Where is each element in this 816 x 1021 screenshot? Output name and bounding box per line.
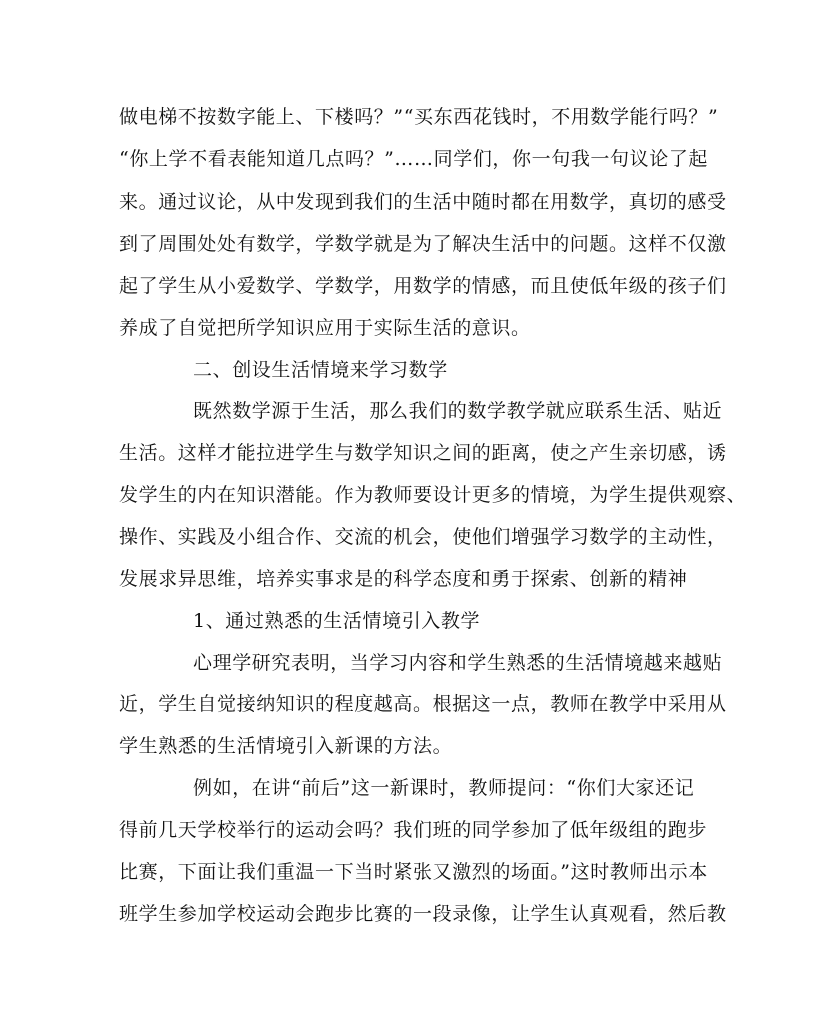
text-line: 比赛，下面让我们重温一下当时紧张又激烈的场面。”这时教师出示本 [119, 861, 708, 883]
text-line: 发学生的内在知识潜能。作为教师要设计更多的情境，为学生提供观察、 [119, 484, 747, 506]
text-line: 起了学生从小爱数学、学数学，用数学的情感，而且使低年级的孩子们 [119, 275, 727, 297]
text-line: 心理学研究表明，当学习内容和学生熟悉的生活情境越来越贴 [193, 652, 723, 674]
text-line: 学生熟悉的生活情境引入新课的方法。 [119, 735, 453, 757]
text-line: 近，学生自觉接纳知识的程度越高。根据这一点，教师在教学中采用从 [119, 693, 727, 715]
text-line: “你上学不看表能知道几点吗？”……同学们，你一句我一句议论了起 [119, 148, 709, 170]
text-line: 发展求异思维，培养实事求是的科学态度和勇于探索、创新的精神 [119, 568, 688, 590]
text-line: 生活。这样才能拉进学生与数学知识之间的距离，使之产生亲切感，诱 [119, 442, 727, 464]
section-heading: 二、创设生活情境来学习数学 [193, 359, 448, 381]
text-line: 得前几天学校举行的运动会吗？我们班的同学参加了低年级组的跑步 [119, 819, 708, 841]
text-line: 操作、实践及小组合作、交流的机会，使他们增强学习数学的主动性， [119, 526, 727, 548]
text-line: 既然数学源于生活，那么我们的数学教学就应联系生活、贴近 [193, 400, 723, 422]
text-line: 到了周围处处有数学，学数学就是为了解决生活中的问题。这样不仅激 [119, 233, 727, 255]
text-line: 班学生参加学校运动会跑步比赛的一段录像，让学生认真观看，然后教 [119, 903, 727, 925]
text-line: 做电梯不按数字能上、下楼吗？”“买东西花钱时，不用数学能行吗？” [119, 106, 719, 128]
subsection-heading: 1、通过熟悉的生活情境引入教学 [193, 610, 481, 632]
text-line: 养成了自觉把所学知识应用于实际生活的意识。 [119, 317, 531, 339]
text-line: 例如，在讲“前后”这一新课时，教师提问：“你们大家还记 [193, 777, 695, 799]
text-line: 来。通过议论，从中发现到我们的生活中随时都在用数学，真切的感受 [119, 191, 727, 213]
